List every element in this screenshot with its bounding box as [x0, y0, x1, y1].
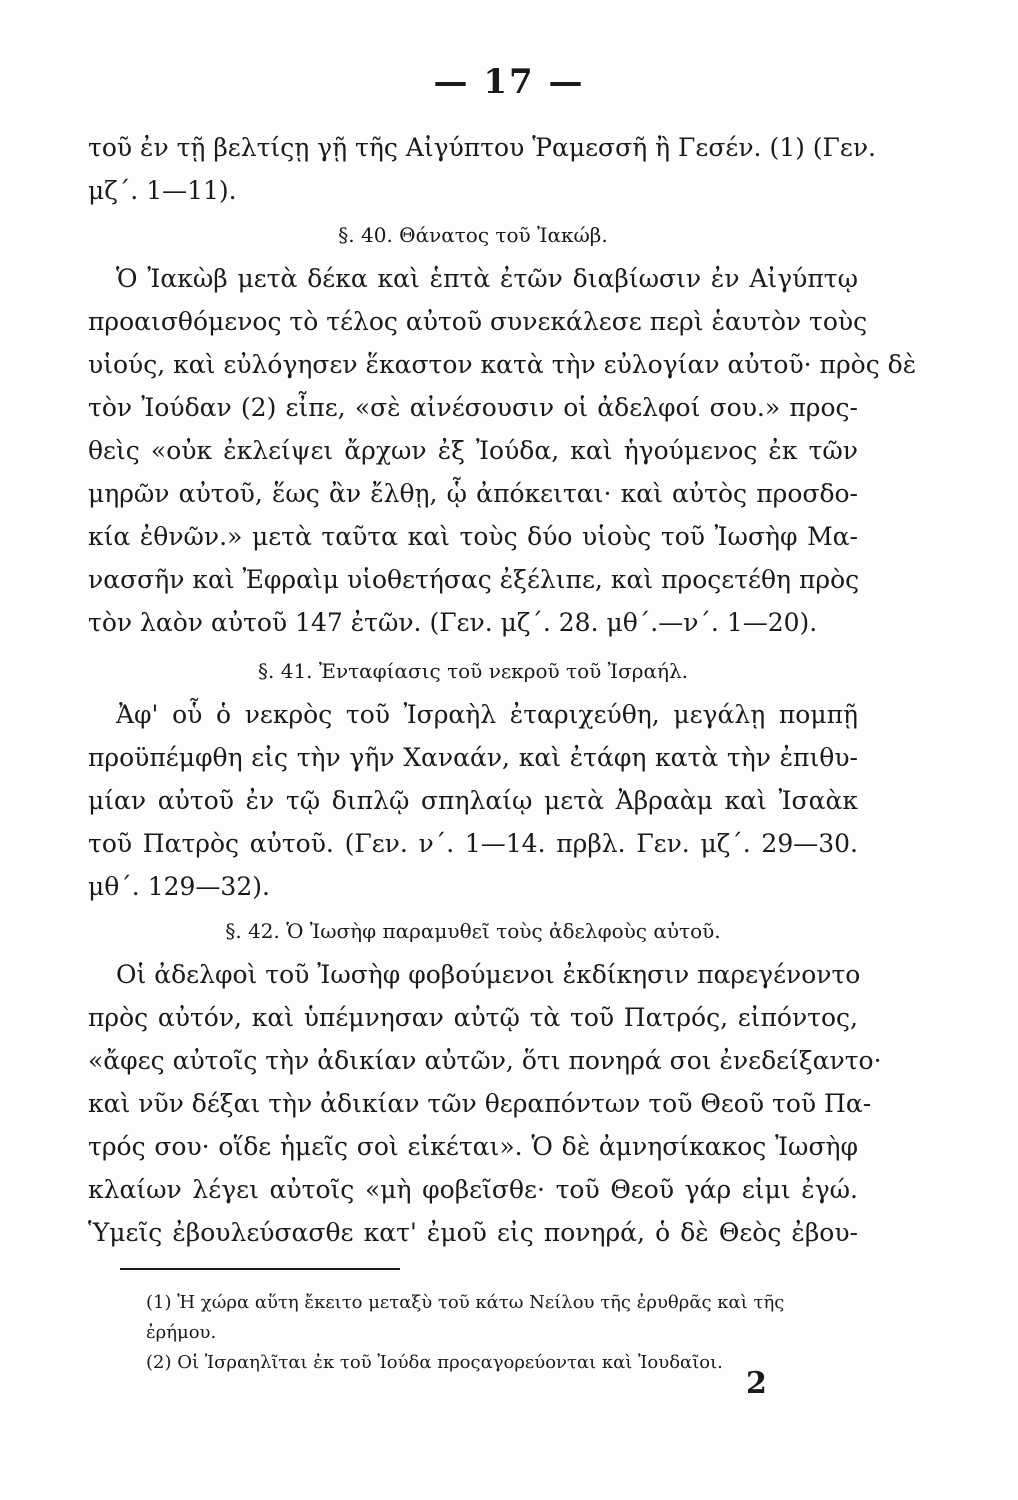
page-number: — 17 —: [433, 62, 585, 102]
text-line: τὸν Ἰούδαν (2) εἶπε, «σὲ αἰνέσουσιν οἱ ἀδελφοί σου.» προς-: [88, 393, 858, 422]
section-heading: §. 42. Ὁ Ἰωσὴφ παραμυθεῖ τοὺς ἀδελφοὺς αὐτοῦ.: [225, 919, 721, 943]
text-line: Οἱ ἀδελφοὶ τοῦ Ἰωσὴφ φοβούμενοι ἐκδίκησιν παρεγένοντο: [116, 960, 861, 989]
section-42: [88, 910, 882, 1254]
text-line: προϋπέμφθη εἰς τὴν γῆν Χαναάν, καὶ ἐτάφη κατὰ τὴν ἐπιθυ-: [88, 743, 858, 772]
footnote: (2) Οἱ Ἰσραηλῖται ἐκ τοῦ Ἰούδα προςαγορεύονται καὶ Ἰουδαῖοι.: [146, 1352, 723, 1373]
section-40: [88, 214, 917, 644]
text-line: υἱούς, καὶ εὐλόγησεν ἕκαστον κατὰ τὴν εὐλογίαν αὐτοῦ· πρὸς δὲ: [88, 350, 917, 379]
intro-paragraph: [88, 126, 877, 212]
footnote: (1) Ἡ χώρα αὕτη ἔκειτο μεταξὺ τοῦ κάτω Νείλου τῆς ἐρυθρᾶς καὶ τῆς: [146, 1292, 785, 1313]
text-line: τοῦ Πατρὸς αὐτοῦ. (Γεν. ν΄. 1—14. πρβλ. Γεν. μζ΄. 29—30.: [88, 829, 858, 858]
text-line: κλαίων λέγει αὐτοῖς «μὴ φοβεῖσθε· τοῦ Θεοῦ γάρ εἰμι ἐγώ.: [88, 1175, 858, 1204]
text-line: μθ΄. 129—32).: [88, 872, 270, 901]
text-line: Ὁ Ἰακὼβ μετὰ δέκα καὶ ἑπτὰ ἐτῶν διαβίωσιν ἐν Αἰγύπτῳ: [116, 264, 858, 293]
text-line: πρὸς αὐτόν, καὶ ὑπέμνησαν αὐτῷ τὰ τοῦ Πατρός, εἰπόντος,: [88, 1003, 858, 1032]
text-line: Ἀφ' οὗ ὁ νεκρὸς τοῦ Ἰσραὴλ ἐταριχεύθη, μεγάλῃ πομπῇ: [116, 700, 858, 729]
text-line: προαισθόμενος τὸ τέλος αὐτοῦ συνεκάλεσε περὶ ἑαυτὸν τοὺς: [88, 307, 868, 336]
section-41: [88, 650, 858, 908]
text-line: μζ΄. 1—11).: [88, 176, 237, 205]
section-heading: §. 40. Θάνατος τοῦ Ἰακώβ.: [338, 223, 608, 247]
text-line: μίαν αὐτοῦ ἐν τῷ διπλῷ σπηλαίῳ μετὰ Ἀβραὰμ καὶ Ἰσαὰκ: [88, 786, 858, 815]
footnotes: [146, 1288, 866, 1378]
section-heading: §. 41. Ἐνταφίασις τοῦ νεκροῦ τοῦ Ἰσραήλ.: [258, 659, 688, 683]
text-line: Ὑμεῖς ἐβουλεύσασθε κατ' ἐμοῦ εἰς πονηρά, ὁ δὲ Θεὸς ἐβου-: [88, 1218, 858, 1247]
footnote-continuation: ἐρήμου.: [146, 1322, 217, 1343]
text-line: τρός σου· οἵδε ἡμεῖς σοὶ εἰκέται». Ὁ δὲ ἀμνησίκακος Ἰωσὴφ: [88, 1132, 858, 1161]
text-line: κία ἐθνῶν.» μετὰ ταῦτα καὶ τοὺς δύο υἱοὺς τοῦ Ἰωσὴφ Μα-: [88, 522, 858, 551]
signature-mark: 2: [746, 1366, 767, 1401]
text-line: «ἄφες αὐτοῖς τὴν ἀδικίαν αὐτῶν, ὅτι πονηρά σοι ἐνεδείξαντο·: [88, 1046, 882, 1075]
footnote-rule: [120, 1268, 400, 1270]
text-line: καὶ νῦν δέξαι τὴν ἀδικίαν τῶν θεραπόντων τοῦ Θεοῦ τοῦ Πα-: [88, 1089, 872, 1118]
text-line: τοῦ ἐν τῇ βελτίςῃ γῇ τῆς Αἰγύπτου Ῥαμεσσῆ ἢ Γεσέν. (1) (Γεν.: [88, 133, 877, 162]
text-line: τὸν λαὸν αὐτοῦ 147 ἐτῶν. (Γεν. μζ΄. 28. μθ΄.—ν΄. 1—20).: [88, 608, 818, 637]
text-line: νασσῆν καὶ Ἐφραὶμ υἱοθετήσας ἐξέλιπε, καὶ προςετέθη πρὸς: [88, 565, 860, 594]
text-line: μηρῶν αὐτοῦ, ἕως ἂν ἔλθῃ, ᾧ ἀπόκειται· καὶ αὐτὸς προσδο-: [88, 479, 858, 508]
text-line: θεὶς «οὐκ ἐκλείψει ἄρχων ἐξ Ἰούδα, καὶ ἡγούμενος ἐκ τῶν: [88, 436, 858, 465]
